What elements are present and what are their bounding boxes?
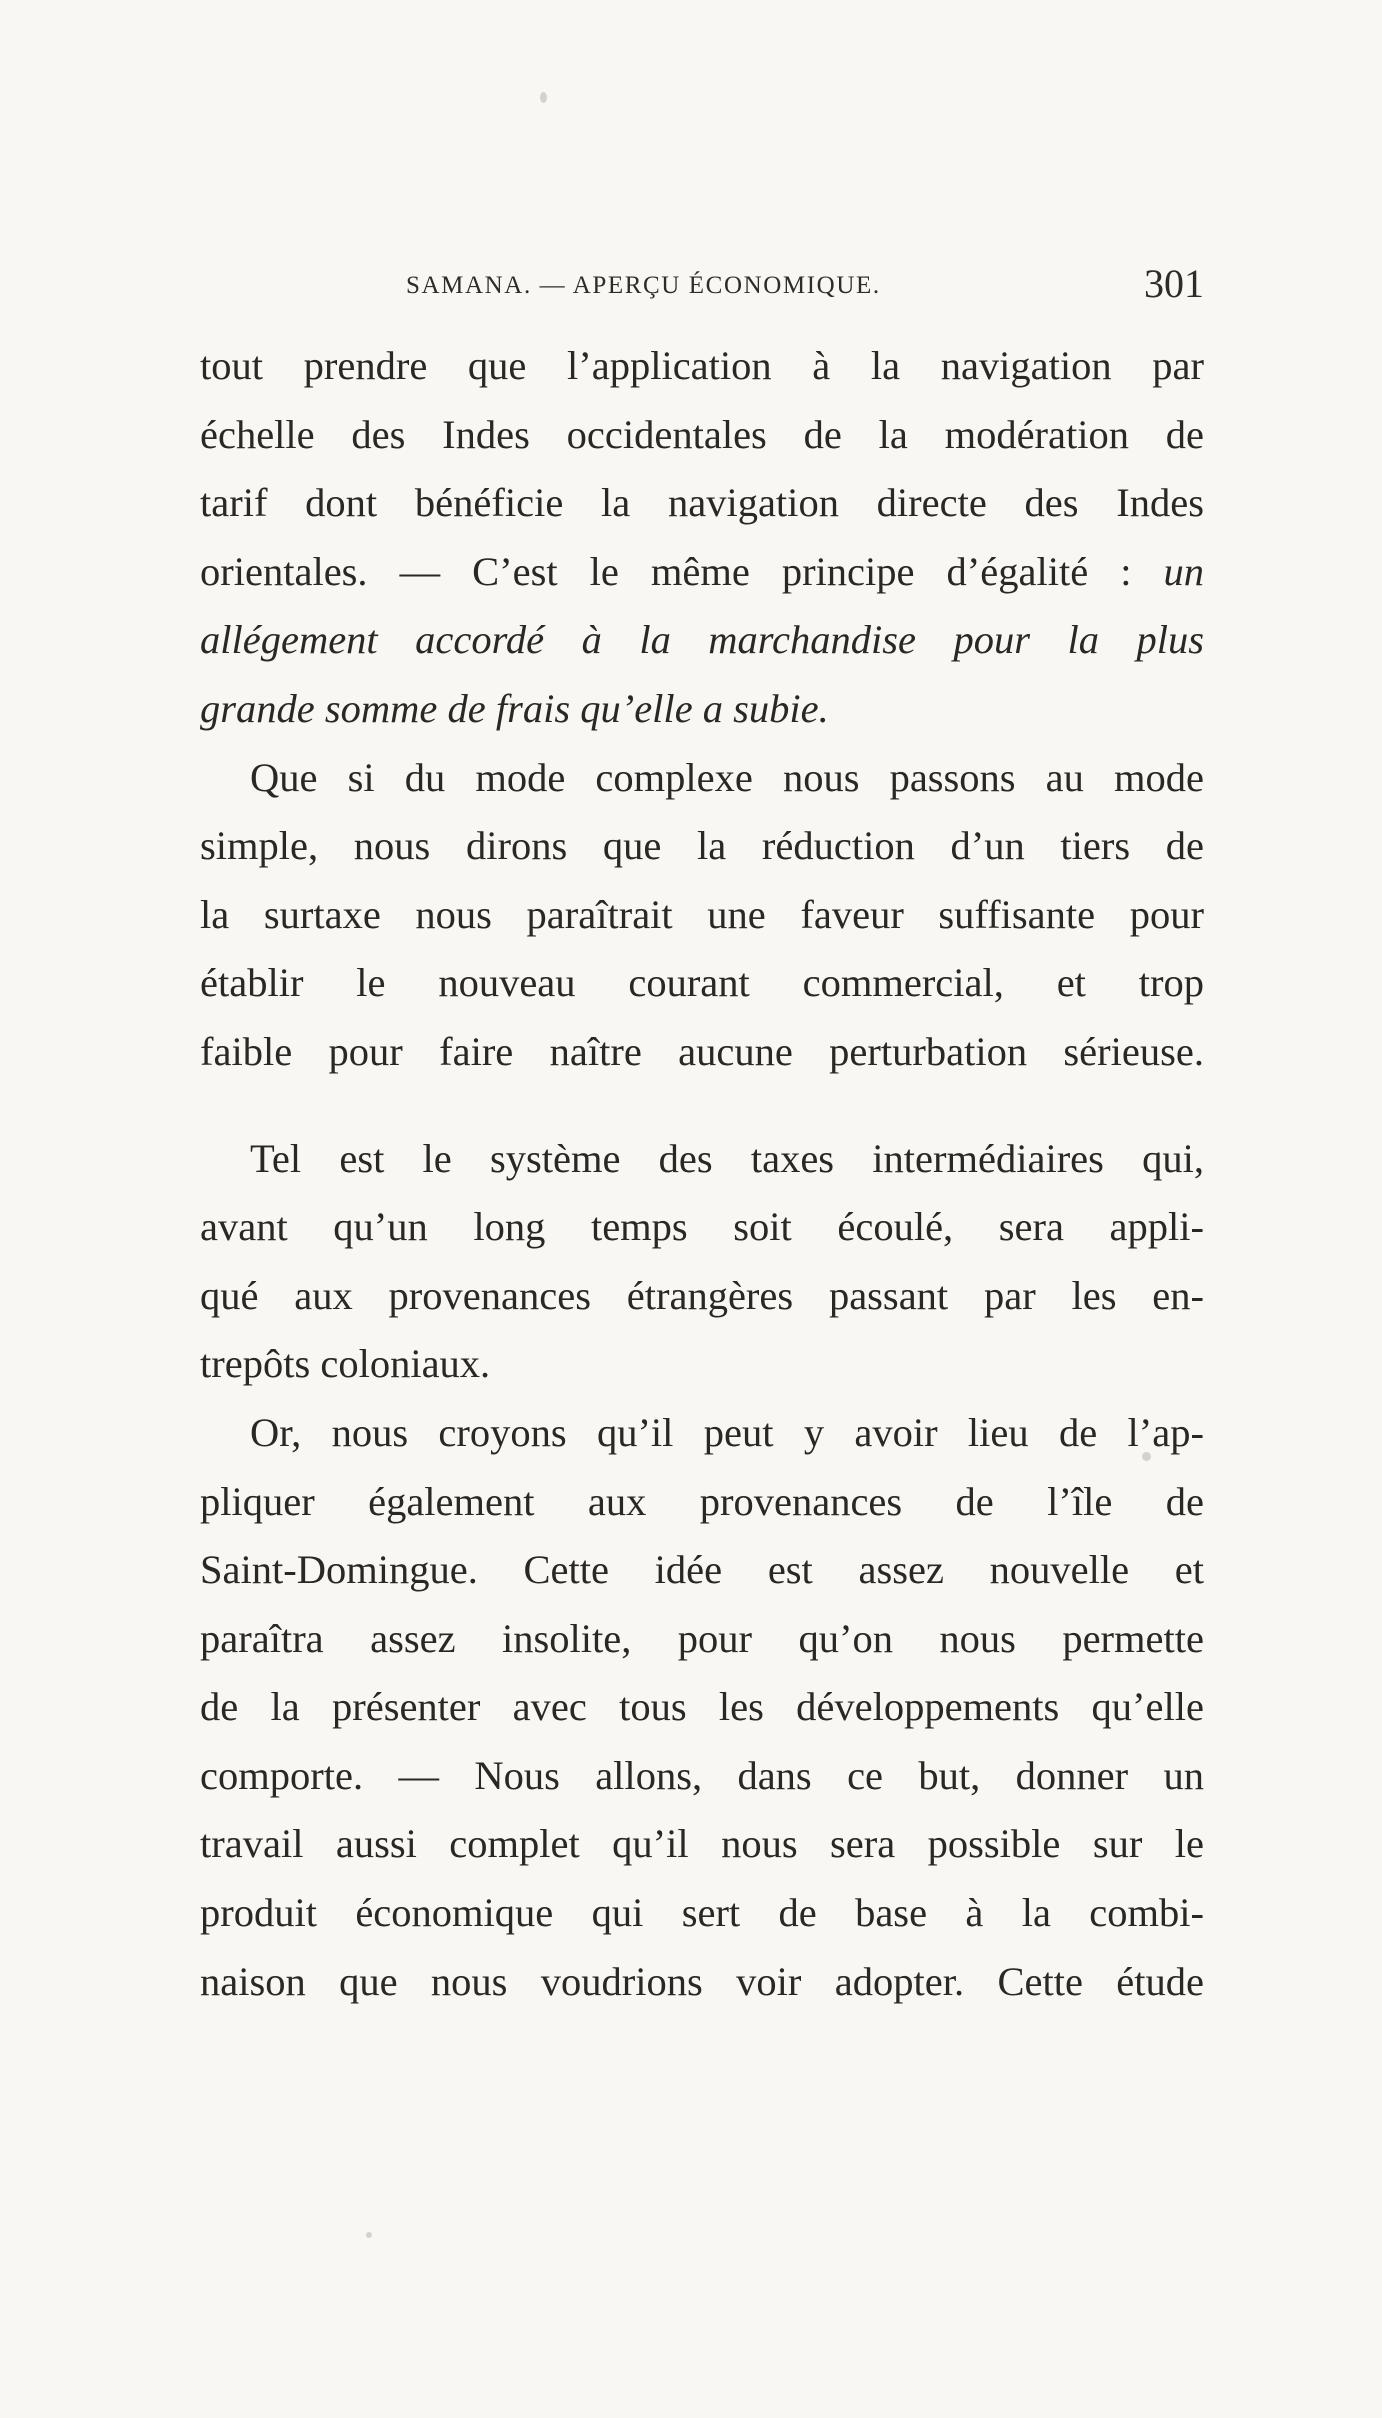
text-line: Or, nous croyons qu’il peut y avoir lieu de l’ap- <box>250 1409 1204 1455</box>
paragraph <box>200 1399 1204 2016</box>
text-span: orientales. — C’est le même principe d’égalité : un <box>200 548 1204 594</box>
text-line: paraîtra assez insolite, pour qu’on nous permette <box>200 1615 1204 1661</box>
text-line: avant qu’un long temps soit écoulé, sera appli- <box>200 1204 1204 1250</box>
text-line: Saint-Domingue. Cette idée est assez nouvelle et <box>200 1547 1204 1593</box>
body-text <box>200 332 1204 2016</box>
text-line: Tel est le système des taxes intermédiaires qui, <box>250 1135 1204 1181</box>
italic-text-line: allégement accordé à la marchandise pour la plus <box>200 617 1204 663</box>
text-line: pliquer également aux provenances de l’île de <box>200 1478 1204 1524</box>
text-line: comporte. — Nous allons, dans ce but, donner un <box>200 1752 1204 1798</box>
text-line: la surtaxe nous paraîtrait une faveur suffisante pour <box>200 891 1204 937</box>
paragraph <box>200 332 1204 744</box>
text-line: produit économique qui sert de base à la combi- <box>200 1890 1204 1936</box>
text-line: qué aux provenances étrangères passant par les en- <box>200 1272 1204 1318</box>
page-number: 301 <box>1144 261 1204 306</box>
italic-text-line: grande somme de frais qu’elle a subie. <box>200 685 829 731</box>
paper-speck <box>366 2232 372 2238</box>
paragraph <box>200 1125 1204 1399</box>
text-line: faible pour faire naître aucune perturbation sérieuse. <box>200 1028 1204 1074</box>
text-line: trepôts coloniaux. <box>200 1341 491 1387</box>
page-header <box>200 261 1204 310</box>
running-title: SAMANA. — APERÇU ÉCONOMIQUE. <box>406 272 881 299</box>
text-line: travail aussi complet qu’il nous sera possible sur le <box>200 1821 1204 1867</box>
text-line <box>200 538 1204 607</box>
text-line: tarif dont bénéficie la navigation directe des Indes <box>200 480 1204 526</box>
text-line: de la présenter avec tous les développements qu’elle <box>200 1684 1204 1730</box>
paragraph <box>200 744 1204 1087</box>
paragraph-spacer <box>200 1087 1204 1125</box>
text-line: naison que nous voudrions voir adopter. Cette étude <box>200 1958 1204 2004</box>
text-line: Que si du mode complexe nous passons au mode <box>250 754 1204 800</box>
text-line: tout prendre que l’application à la navigation par <box>200 343 1204 388</box>
paper-speck <box>540 92 547 103</box>
text-line: échelle des Indes occidentales de la modération de <box>200 411 1204 457</box>
italic-word: un <box>1163 548 1204 594</box>
text-line: simple, nous dirons que la réduction d’un tiers de <box>200 823 1204 869</box>
text-line: établir le nouveau courant commercial, et trop <box>200 960 1204 1006</box>
